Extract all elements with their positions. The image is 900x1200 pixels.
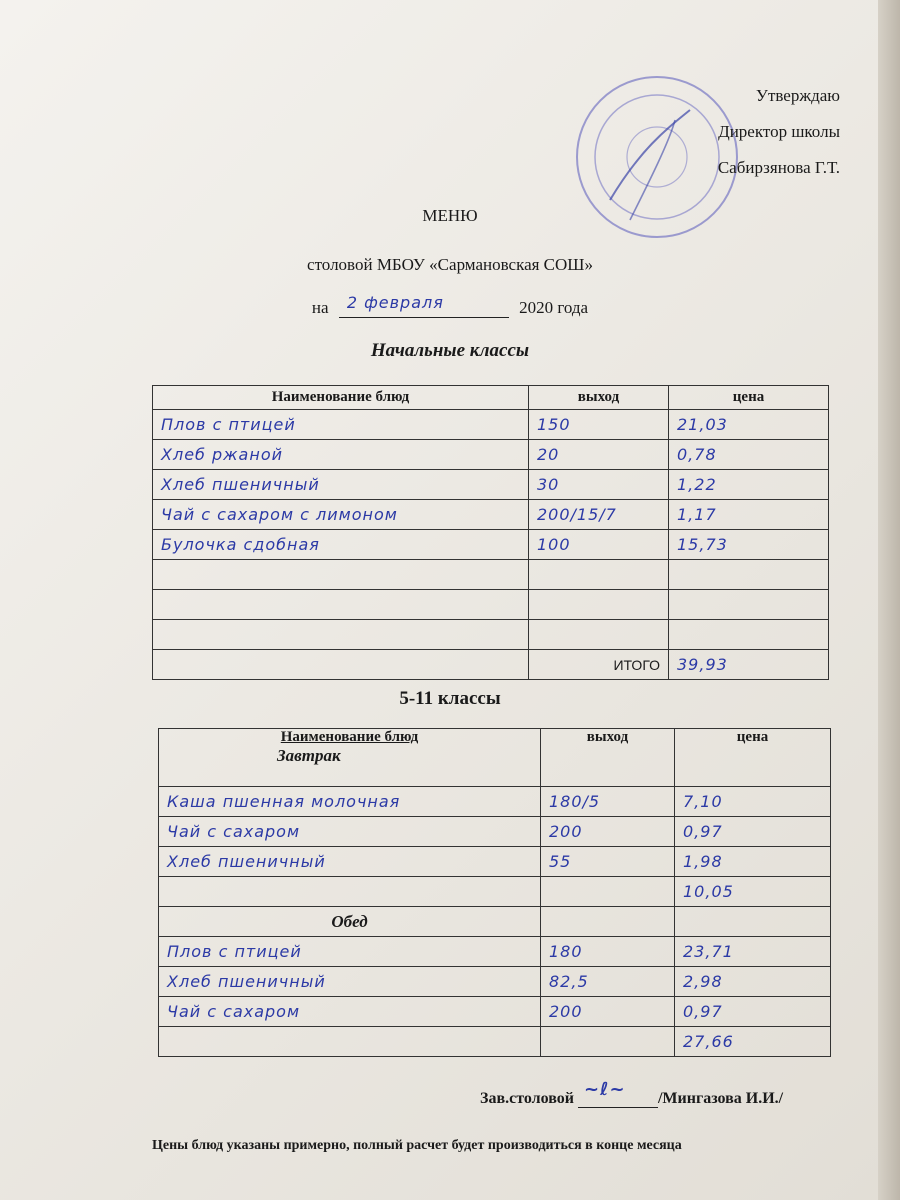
column-header-name-text: Наименование блюд <box>280 729 419 745</box>
total-value: 39,93 <box>669 650 829 680</box>
date-suffix: 2020 года <box>519 298 589 317</box>
dish-price: 1,17 <box>669 500 829 530</box>
table-row <box>153 500 829 530</box>
dish-output: 180 <box>541 937 675 967</box>
dish-output: 100 <box>529 530 669 560</box>
column-header-price: цена <box>669 386 829 410</box>
dish-output: 200 <box>541 817 675 847</box>
lunch-label: Обед <box>159 907 541 937</box>
column-header-name: Наименование блюд <box>153 386 529 410</box>
dish-output: 82,5 <box>541 967 675 997</box>
dish-name: Чай с сахаром с лимоном <box>153 500 529 530</box>
breakfast-total: 10,05 <box>675 877 831 907</box>
table-total-row <box>153 650 829 680</box>
dish-price: 21,03 <box>669 410 829 440</box>
dish-price: 0,97 <box>675 817 831 847</box>
dish-name: Чай с сахаром <box>159 997 541 1027</box>
table-row <box>153 470 829 500</box>
dish-name: Каша пшенная молочная <box>159 787 541 817</box>
primary-menu-table <box>152 385 829 680</box>
table-row <box>159 817 831 847</box>
dish-price: 2,98 <box>675 967 831 997</box>
dish-name: Плов с птицей <box>153 410 529 440</box>
dish-name: Хлеб пшеничный <box>159 967 541 997</box>
table-header-row <box>159 729 831 787</box>
dish-name: Чай с сахаром <box>159 817 541 847</box>
dish-price: 1,22 <box>669 470 829 500</box>
table-row-empty <box>153 590 829 620</box>
section-title-primary: Начальные классы <box>370 340 530 361</box>
lunch-header-row <box>159 907 831 937</box>
table-row <box>159 997 831 1027</box>
signature-line <box>578 1079 658 1108</box>
price-note: Цены блюд указаны примерно, полный расчет будет производиться в конце месяца <box>152 1138 682 1153</box>
column-header-output: выход <box>541 729 675 787</box>
dish-price: 15,73 <box>669 530 829 560</box>
dish-price: 1,98 <box>675 847 831 877</box>
breakfast-label: Завтрак <box>277 746 341 765</box>
table-row-empty <box>153 620 829 650</box>
dish-output: 180/5 <box>541 787 675 817</box>
approval-line-3: Сабирзянова Г.Т. <box>717 158 840 177</box>
dish-output: 30 <box>529 470 669 500</box>
sign-prefix: Зав.столовой <box>480 1090 574 1107</box>
table-row-empty <box>153 560 829 590</box>
section-title-senior: 5-11 классы <box>399 688 501 709</box>
breakfast-total-row <box>159 877 831 907</box>
approval-line-1: Утверждаю <box>755 86 840 105</box>
table-header-row <box>153 386 829 410</box>
dish-price: 7,10 <box>675 787 831 817</box>
page-edge <box>878 0 900 1200</box>
dish-price: 23,71 <box>675 937 831 967</box>
signature-mark: ~ℓ~ <box>583 1079 626 1100</box>
total-label: ИТОГО <box>529 650 669 680</box>
lunch-total: 27,66 <box>675 1027 831 1057</box>
dish-name: Булочка сдобная <box>153 530 529 560</box>
dish-output: 150 <box>529 410 669 440</box>
column-header-price: цена <box>675 729 831 787</box>
approval-block <box>640 78 840 186</box>
date-prefix: на <box>311 298 329 317</box>
table-row <box>159 787 831 817</box>
table-row <box>159 967 831 997</box>
document-title: МЕНЮ <box>422 206 478 225</box>
menu-date-line <box>0 293 900 318</box>
dish-price: 0,97 <box>675 997 831 1027</box>
dish-output: 200/15/7 <box>529 500 669 530</box>
lunch-total-row <box>159 1027 831 1057</box>
dish-name: Хлеб ржаной <box>153 440 529 470</box>
canteen-head-signature <box>480 1079 784 1108</box>
dish-name: Плов с птицей <box>159 937 541 967</box>
table-row <box>159 937 831 967</box>
dish-name: Хлеб пшеничный <box>153 470 529 500</box>
column-header-name <box>159 729 541 787</box>
date-handwritten: 2 февраля <box>346 293 444 312</box>
dish-output: 55 <box>541 847 675 877</box>
date-blank <box>339 293 509 318</box>
dish-output: 200 <box>541 997 675 1027</box>
column-header-output: выход <box>529 386 669 410</box>
table-row <box>153 410 829 440</box>
senior-menu-table <box>158 728 831 1057</box>
dish-output: 20 <box>529 440 669 470</box>
dish-name: Хлеб пшеничный <box>159 847 541 877</box>
table-row <box>153 440 829 470</box>
table-row <box>159 847 831 877</box>
dish-price: 0,78 <box>669 440 829 470</box>
sign-suffix: /Мингазова И.И./ <box>657 1090 784 1107</box>
table-row <box>153 530 829 560</box>
approval-line-2: Директор школы <box>718 122 840 141</box>
school-name: столовой МБОУ «Сармановская СОШ» <box>307 255 593 274</box>
